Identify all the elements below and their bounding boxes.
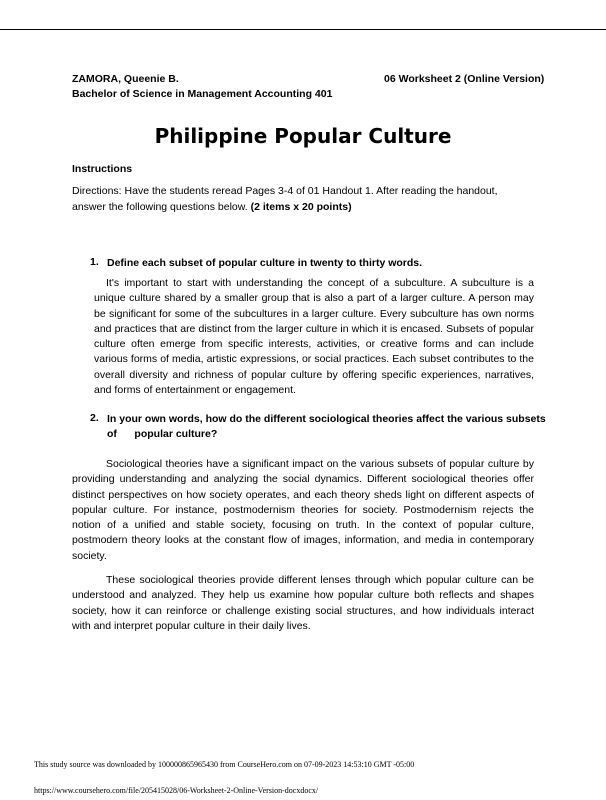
student-name: ZAMORA, Queenie B.: [72, 73, 179, 85]
question-1-answer: It's important to start with understanding the concept of a subculture. A subculture is a unique culture shared by a smaller group that is also a part of a larger culture. A person may be significant for some of the subcultures in a larger culture. Every subculture has own norms and practices that are distinct from the larger culture in which it is encased. Subsets of popular culture often emerge from specific interests, activities, or creative forms and can include various forms of media, artistic expressions, or social practices. Each subset contributes to the overall diversity and richness of popular culture by offering specific experiences, narratives, and forms of entertainment or engagement.: [94, 277, 534, 397]
directions-text: [72, 184, 534, 215]
student-program: Bachelor of Science in Management Accounting 401: [72, 88, 333, 100]
page-title: Philippine Popular Culture: [154, 124, 452, 148]
question-2-text-line2: of popular culture?: [107, 428, 218, 440]
question-2-answer-1: Sociological theories have a significant impact on the various subsets of popular culture by providing understanding and analyzing the social dynamics. Different sociological theories offer distinct perspectives on how society operates, and each theory sheds light on different aspects of popular culture. For instance, postmodernism theories for society. Postmodernism rejects the notion of a unified and stable society, focusing on truth. In the context of popular culture, postmodern theory looks at the constant flow of images, information, and media in contemporary society.: [72, 458, 534, 562]
source-url[interactable]: https://www.coursehero.com/file/205415028/06-Worksheet-2-Online-Version-docxdocx/: [34, 786, 319, 795]
question-1-number: 1.: [90, 256, 99, 268]
worksheet-label: 06 Worksheet 2 (Online Version): [384, 73, 545, 85]
question-1-text: Define each subset of popular culture in twenty to thirty words.: [107, 257, 423, 269]
question-2-text-line1: In your own words, how do the different sociological theories affect the various subsets: [107, 413, 546, 425]
header-rule: [0, 29, 606, 30]
download-note: This study source was downloaded by 100000865965430 from CourseHero.com on 07-09-2023 14:53:10 GMT -05:00: [34, 760, 415, 769]
question-2-number: 2.: [90, 412, 99, 424]
directions-body: Directions: Have the students reread Pages 3-4 of 01 Handout 1. After reading the handout, answer the following questions below.: [72, 185, 498, 213]
directions-points: (2 items x 20 points): [250, 200, 352, 213]
instructions-heading: Instructions: [72, 163, 133, 175]
question-2-answer-2: These sociological theories provide different lenses through which popular culture can be understood and analyzed. They help us examine how popular culture both reflects and shapes society, how it can reinforce or challenge existing social structures, and how individuals interact with and interpret popular culture in their daily lives.: [72, 574, 534, 632]
